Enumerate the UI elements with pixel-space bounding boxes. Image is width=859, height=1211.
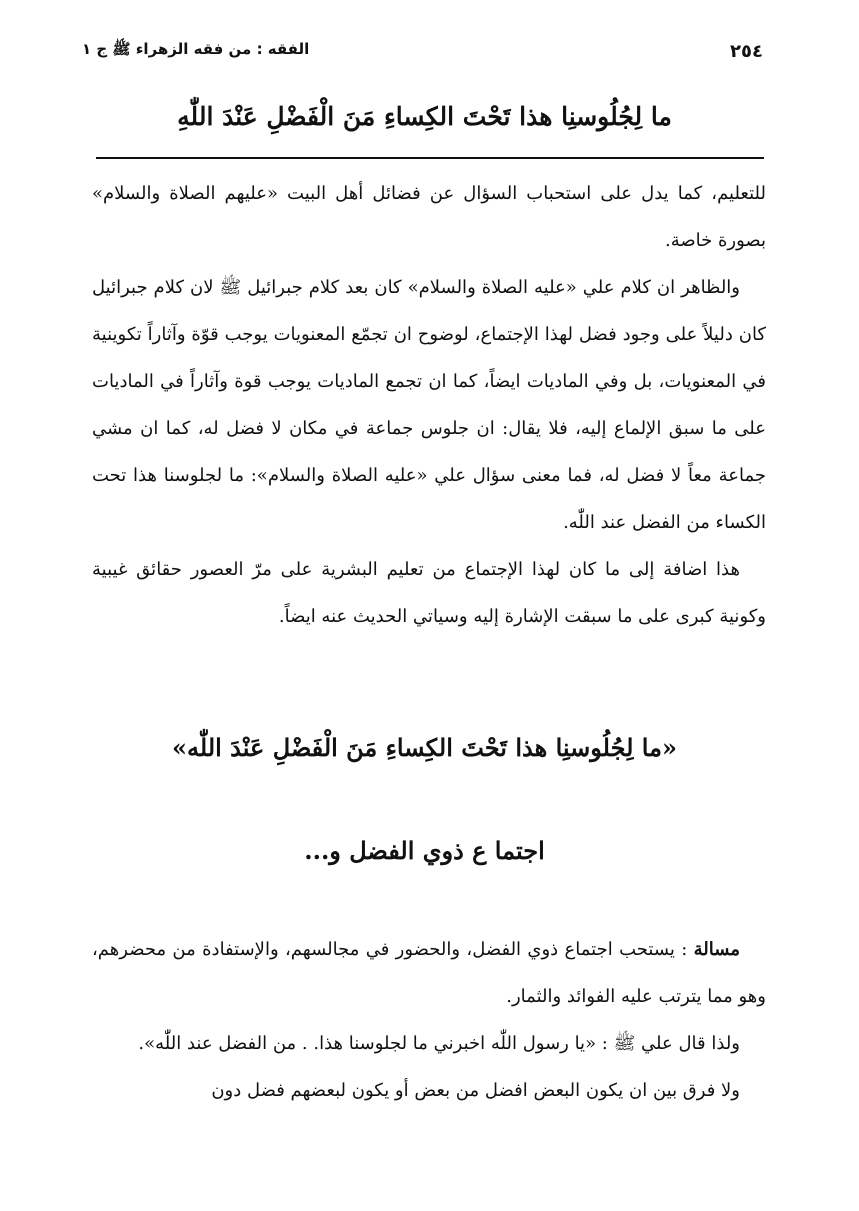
paragraph-5: ولا فرق بين ان يكون البعض افضل من بعض أو يكون لبعضهم فضل دون (211, 1080, 740, 1101)
paragraph-3: هذا اضافة إلى ما كان لهذا الإجتماع من تعليم البشرية على مرّ العصور حقائق غيبية وكونية كبرى على ما سبقت الإشارة إليه وسياتي الحديث عنه ايضاً. (92, 559, 766, 627)
masala-text: : يستحب اجتماع ذوي الفضل، والحضور في مجالسهم، والإستفادة من محضرهم، وهو مما يترتب عليه الفوائد والثمار. (92, 939, 766, 1007)
bottom-text-block (92, 926, 766, 1114)
quote-heading: «ما لِجُلُوسنِا هذا تَحْتَ الكِساءِ مَنَ الْفَضْلِ عَنْدَ اللّٰه» (172, 733, 677, 762)
masala-paragraph (92, 926, 766, 1020)
section-heading: اجتما ع ذوي الفضل و... (304, 836, 545, 865)
paragraph-4: ولذا قال علي ﷺ : «يا رسول اللّٰه اخبرني ما لجلوسنا هذا. . من الفضل عند اللّٰه». (138, 1033, 740, 1054)
book-title: الفقه : من فقه الزهراء ﷺ ج ١ (82, 40, 310, 58)
paragraph-1: للتعليم، كما يدل على استحباب السؤال عن فضائل أهل البيت «عليهم الصلاة والسلام» بصورة خاصة. (92, 183, 766, 251)
chapter-title: ما لِجُلُوسنِا هذا تَحْتَ الكِساءِ مَنَ الْفَضْلِ عَنْدَ اللّٰهِ (177, 102, 672, 131)
masala-label: مسالة (693, 939, 740, 960)
header-divider (96, 157, 764, 159)
page-number: ٢٥٤ (730, 40, 763, 62)
top-text-block (92, 170, 766, 640)
paragraph-2: والظاهر ان كلام علي «عليه الصلاة والسلام» كان بعد كلام جبرائيل ﷺ لان كلام جبرائيل كان دليلاً على وجود فضل لهذا الإجتماع، لوضوح ان تجمّع المعنويات يوجب قوّة وآثاراً تكوينية في المعنويات، بل وفي الماديات ايضاً، كما ان تجمع الماديات يوجب قوة وآثاراً في الماديات على ما سبق الإلماع إليه، فلا يقال: ان جلوس جماعة في مكان لا فضل له، كما ان مشي جماعة معاً لا فضل له، فما معنى سؤال علي «عليه الصلاة والسلام»: ما لجلوسنا هذا تحت الكساء من الفضل عند اللّٰه. (92, 277, 766, 533)
running-header (82, 38, 763, 64)
